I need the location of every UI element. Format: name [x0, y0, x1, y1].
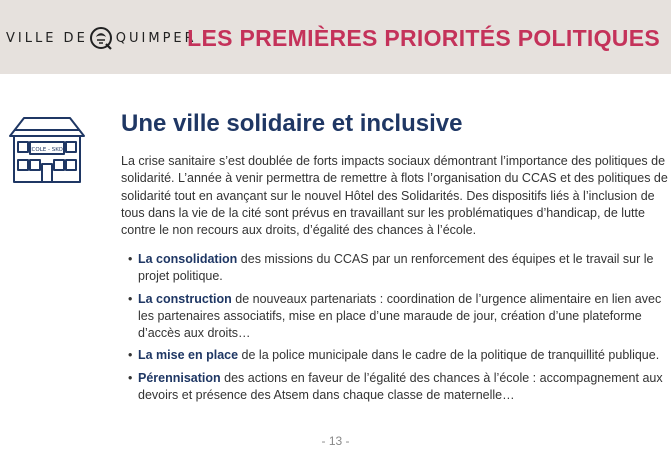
- list-item-lead: La mise en place: [138, 348, 239, 363]
- section-title: Une ville solidaire et inclusive: [121, 110, 463, 137]
- page-number: - 13 -: [321, 434, 350, 448]
- list-item: [128, 370, 668, 405]
- quimper-emblem-icon: [88, 25, 114, 51]
- list-item: [128, 347, 668, 364]
- list-item-text: des actions en faveur de l’égalité des chances à l’école : accompagnement aux devoirs et présence des Atsem dans chaque classe de maternelle…: [138, 370, 663, 403]
- intro-paragraph: La crise sanitaire s’est doublée de forts impacts sociaux démontrant l’importance des politiques de solidarité. L’année à venir permettra de remettre à flots l’organisation du CCAS et des politiques de solidarité tout en avançant sur le nouvel Hôtel des Solidarités. Des dispositifs liés à l’inclusion de tous dans la vie de la cité sont prévus en travaillant sur les problématiques d’handicap, de lutte contre le non recours aux droits, d’égalité des chances à l’école.: [121, 154, 668, 238]
- page-header: [0, 0, 671, 74]
- list-item: [128, 291, 668, 343]
- bullet-icon: •: [128, 370, 133, 385]
- header-title: LES PREMIÈRES PRIORITÉS POLITIQUES: [187, 25, 660, 51]
- priority-list: [128, 251, 668, 409]
- list-item-text: de la police municipale dans le cadre de la politique de tranquillité publique.: [238, 348, 660, 363]
- list-item: [128, 251, 668, 286]
- school-sign-text: ÉCOLE - SKOL: [28, 147, 66, 153]
- logo-text-right: QUIMPER: [115, 30, 197, 46]
- logo-text-left: VILLE DE: [6, 30, 88, 46]
- list-item-text: des missions du CCAS par un renforcement des équipes et le travail sur le projet politique.: [138, 252, 654, 284]
- list-item-lead: La construction: [138, 291, 232, 306]
- school-building-icon: [6, 112, 88, 186]
- list-item-lead: La consolidation: [138, 252, 238, 266]
- city-logo: [6, 27, 197, 49]
- bullet-icon: •: [128, 252, 133, 266]
- list-item-text: de nouveaux partenariats : coordination de l’urgence alimentaire en lien avec les partenaires associatifs, mise en place d’une maraude de jour, création d’une plateforme d’accès aux droits…: [138, 291, 662, 341]
- bullet-icon: •: [128, 291, 133, 306]
- list-item-lead: Pérennisation: [138, 370, 221, 385]
- bullet-icon: •: [128, 348, 133, 363]
